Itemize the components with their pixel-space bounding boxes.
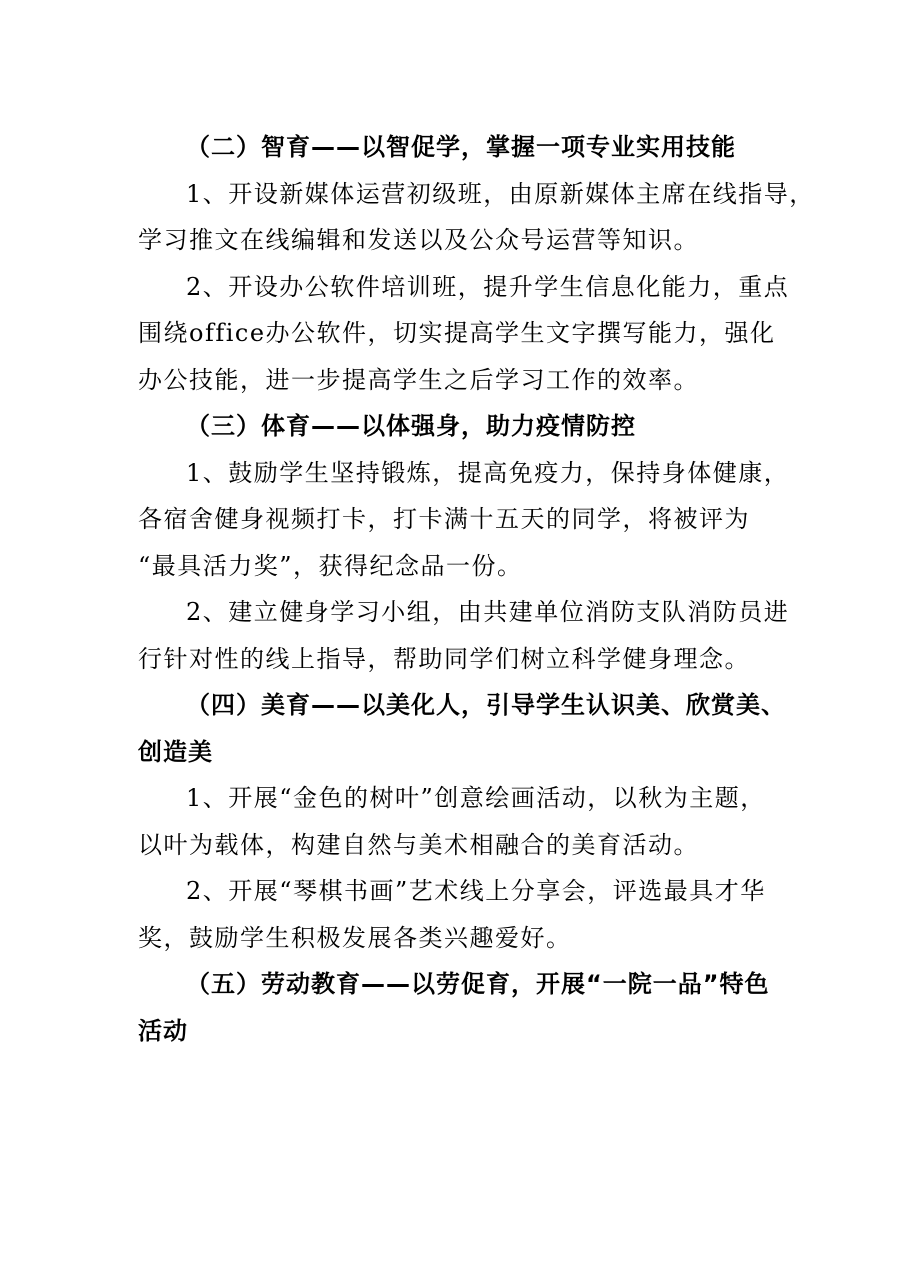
section-heading-continuation: 活动 bbox=[138, 1016, 188, 1045]
paragraph-line: 2、建立健身学习小组，由共建单位消防支队消防员进 bbox=[186, 598, 790, 626]
paragraph bbox=[138, 264, 790, 404]
section-heading: （四）美育——以美化人，引导学生认识美、欣赏美、 bbox=[186, 691, 786, 719]
section-heading: （五）劳动教育——以劳促育，开展“一院一品”特色 bbox=[186, 970, 770, 998]
paragraph-line: “最具活力奖”，获得纪念品一份。 bbox=[138, 551, 523, 580]
paragraph bbox=[138, 450, 790, 590]
paragraph-line: 以叶为载体，构建自然与美术相融合的美育活动。 bbox=[138, 830, 699, 859]
section-heading: （三）体育——以体强身，助力疫情防控 bbox=[186, 412, 636, 440]
paragraph-line: 奖，鼓励学生积极发展各类兴趣爱好。 bbox=[138, 923, 572, 952]
paragraph bbox=[138, 171, 815, 264]
paragraph bbox=[138, 775, 778, 868]
paragraph bbox=[138, 589, 790, 682]
document-page bbox=[138, 124, 815, 1054]
paragraph-line: 办公技能，进一步提高学生之后学习工作的效率。 bbox=[138, 365, 699, 394]
paragraph-line: 学习推文在线编辑和发送以及公众号运营等知识。 bbox=[138, 226, 699, 254]
paragraph-line: 各宿舍健身视频打卡，打卡满十五天的同学，将被评为 bbox=[138, 505, 750, 533]
paragraph-line: 行针对性的线上指导，帮助同学们树立科学健身理念。 bbox=[138, 644, 750, 673]
paragraph bbox=[138, 868, 778, 961]
paragraph-line: 2、开展“琴棋书画”艺术线上分享会，评选最具才华 bbox=[186, 877, 766, 905]
section-aesthetic bbox=[138, 682, 786, 961]
paragraph-line: 2、开设办公软件培训班，提升学生信息化能力，重点 bbox=[186, 272, 790, 301]
section-labor bbox=[138, 961, 778, 1054]
section-physical bbox=[138, 403, 790, 682]
paragraph-line: 1、鼓励学生坚持锻炼，提高免疫力，保持身体健康， bbox=[186, 458, 790, 487]
paragraph-line: 围绕office办公软件，切实提高学生文字撰写能力，强化 bbox=[138, 319, 776, 347]
paragraph-line: 1、开展“金色的树叶”创意绘画活动，以秋为主题， bbox=[186, 784, 766, 812]
section-heading-continuation: 创造美 bbox=[138, 737, 213, 766]
section-intellectual bbox=[138, 124, 815, 403]
section-heading: （二）智育——以智促学，掌握一项专业实用技能 bbox=[186, 133, 736, 161]
paragraph-line: 1、开设新媒体运营初级班，由原新媒体主席在线指导， bbox=[186, 179, 815, 208]
